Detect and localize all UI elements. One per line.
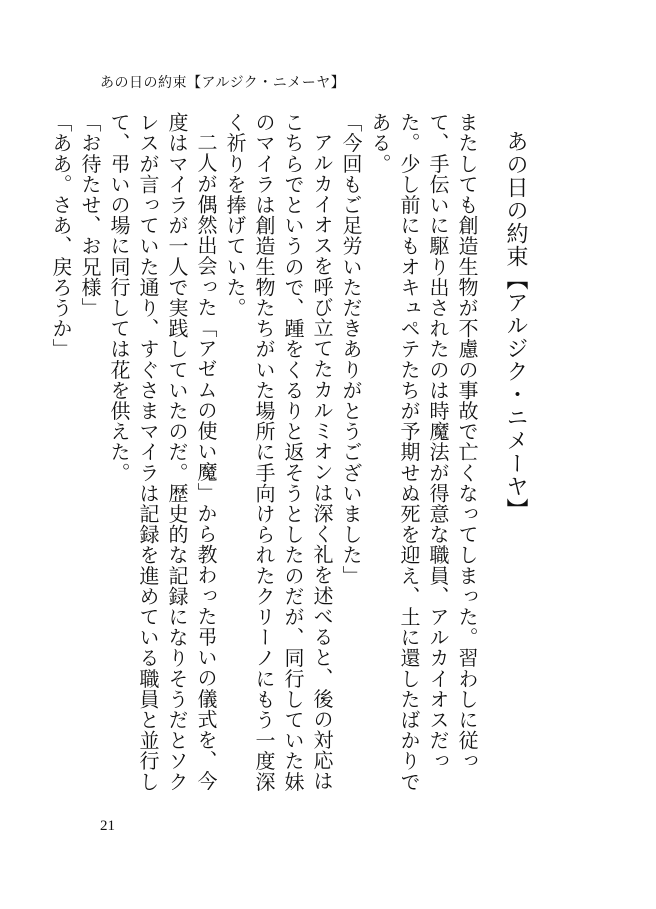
paragraph-2-dialogue: 「今回もご足労いただきありがとうございました」 xyxy=(339,112,363,586)
chapter-title: あの日の約束【アルジク・ニメーヤ】 xyxy=(503,130,528,521)
paragraph-6-dialogue: 「ああ。さあ、戻ろうか」 xyxy=(49,112,73,360)
paragraph-5-dialogue: 「お待たせ、お兄様」 xyxy=(78,112,102,318)
page-number: 21 xyxy=(100,818,115,834)
paragraph-1: またしても創造生物が不慮の事故で亡くなってしまった。習わしに従って、手伝いに駆り出されたのは時魔法が得意な職員、アルカイオスだった。少し前にもオキュペテたちが予期せぬ死を迎え、土に還したばかりである。 xyxy=(368,112,479,792)
paragraph-4: 二人が偶然出会った「アゼムの使い魔」から教わった弔いの儀式を、今度はマイラが一人で実践していたのだ。歴史的な記録になりそうだとソクレスが言っていた通り、すぐさまマイラは記録を進めている職員と並行して、弔いの場に同行しては花を供えた。 xyxy=(107,112,218,792)
paragraph-3: アルカイオスを呼び立てたカルミオンは深く礼を述べると、後の対応はこちらでというので、踵をくるりと返そうとしたのだが、同行していた妹のマイラは創造生物たちがいた場所に手向けられたクリーノにもう一度深く祈りを捧げていた。 xyxy=(223,112,334,792)
running-header: あの日の約束【アルジク・ニメーヤ】 xyxy=(100,75,346,91)
page-body xyxy=(49,112,530,802)
